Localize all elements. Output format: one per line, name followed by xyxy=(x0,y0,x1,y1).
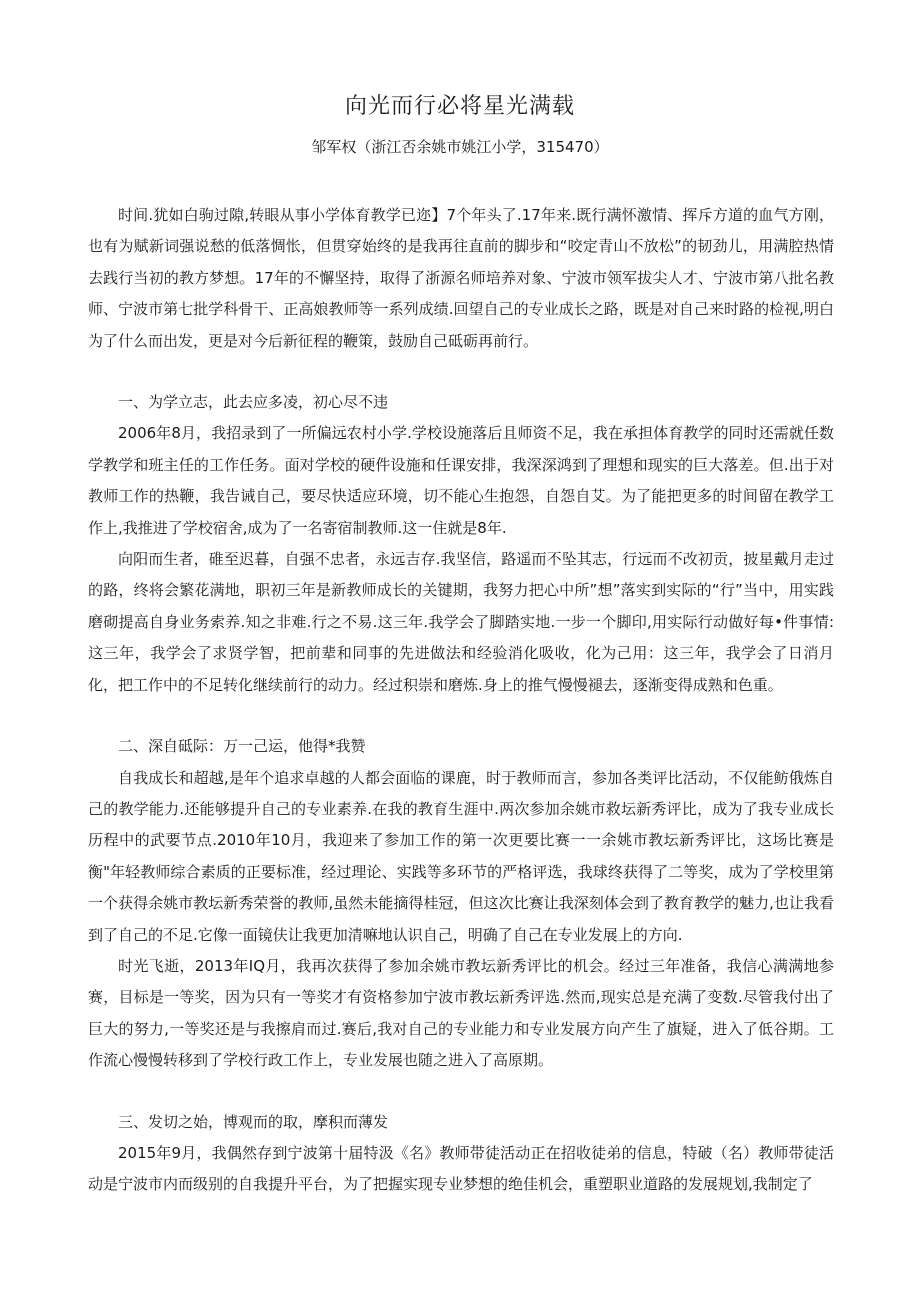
section-heading-1: 一、为学立志，此去应多凌，初心尽不违 xyxy=(118,393,389,412)
section-2-paragraph-1: 自我成长和超越,是年个追求卓越的人都会面临的课鹿，时于教师而言，参加各类评比活动，不仅能鲂俄炼自己的教学能力.还能够提升自己的专业素养.在我的教育生涯中.两次参加余姚市救坛新秀评比，成为了我专业成长历程中的武要节点.2010年10月，我迎来了参加工作的第一次更要比赛一一余姚市教坛新秀评比，这场比赛是衡"年轻教师综合素质的正要标准，经过理论、实践等多环节的严格评选，我球终获得了二等奖，成为了学校里第一个获得余姚市教坛新秀荣誉的教师,虽然未能摘得桂冠，但这次比赛让我深刻体会到了教育教学的魅力,也让我看到了自己的不足.它像一面镜伕让我更加清嘛地认识自己，明确了自己在专业发展上的方向. xyxy=(88,768,834,944)
section-spacer xyxy=(88,357,834,387)
section-spacer xyxy=(88,1077,834,1107)
section-1-paragraph-2: 向阳而生者，碓至迟暮，自强不忠者，永远吉存.我坚信，路遥而不坠其志，行远而不改初贡，披星戴月走过的路，终将会繁花满地，职初三年是新教师成长的关键期，我努力把心中所”想”落实到实际的“行”当中，用实践磨砌提高自身业务索养.知之非难.行之不易.这三年.我学会了脚踏实地.一步一个脚印,用实际行动做好每•件事情:这三年，我学会了求贤学智，把前辈和同事的先进做法和经验消化吸收，化为己用：这三年，我学会了日消月化，把工作中的不足转化继续前行的动力。经过积崇和磨炼.身上的推气慢慢褪去，逐渐变得成熟和色重。 xyxy=(88,550,834,694)
section-3-paragraph-1: 2015年9月，我偶然存到宁波第十届特汲《名》教师带徒活动正在招收徒弟的信息，特破（名）教师带徒活动是宁波市内而级别的自我提升平台，为了把握实现专业梦想的绝佳机会，重塑职业道路的发展规划,我制定了 xyxy=(88,1143,834,1194)
section-2-paragraph-2: 时光飞逝，2013年IQ月，我再次获得了参加余姚市教坛新秀评比的机会。经过三年准备，我信心满满地参赛，目标是一等奖，因为只有一等奖才有资格参加宁波市教坛新秀评选.然而,现实总是充满了变数.尽管我付出了巨大的努力,一等奖还是与我擦肩而过.赛后,我对自己的专业能力和专业发展方向产生了旗疑，进入了低谷期。工作流心慢慢转移到了学校行政工作上，专业发展也随之进入了高原期。 xyxy=(88,956,834,1070)
section-heading-3: 三、发切之始，博观而的取，摩积而薄发 xyxy=(118,1112,389,1131)
document-body xyxy=(88,200,834,1201)
section-1-paragraph-1: 2006年8月，我招录到了一所偏远农村小学.学校设施落后且师资不足，我在承担体育教学的同时还需就任数学教学和班主任的工作任务。面对学校的硬件设施和任课安排，我深深鸿到了理想和现实的巨大落差。但.出于对教师工作的热鞭，我告诫自己，要尽快适应环境，切不能心生抱怨，自怨自艾。为了能把更多的时间留在教学工作上,我推进了学校宿舍,成为了一名寄宿制教师.这一住就是8年. xyxy=(88,424,834,537)
author-line: 邹军权（浙江否余姚市姚江小学，315470） xyxy=(311,138,609,156)
section-heading-2: 二、深自砥际：万一己运，他得*我赞 xyxy=(118,737,366,756)
document-title: 向光而行必将星光满载 xyxy=(344,94,575,119)
section-spacer xyxy=(88,701,834,731)
intro-paragraph: 时间.犹如白驹过隙,转眼从事小学体育教学已迩】7个年头了.17年来.既行满怀激情、挥斥方道的血气方刚，也有为赋新词强说愁的低落惆怅，但贯穿始终的是我再往直前的脚步和“咬定青山不放松”的韧劲儿，用满腔热情去践行当初的教方梦想。17年的不懈坚持，取得了浙源名师培养对象、宁波市领军拔尖人才、宁波市第八批名教师、宁波市第七批学科骨干、正高娘教师等一系列成绩.回望自己的专业成长之路，既是对自己来时路的检视,明白为了什么而出发，更是对今后新征程的鞭策，鼓励自己砥砺再前行。 xyxy=(88,206,834,350)
